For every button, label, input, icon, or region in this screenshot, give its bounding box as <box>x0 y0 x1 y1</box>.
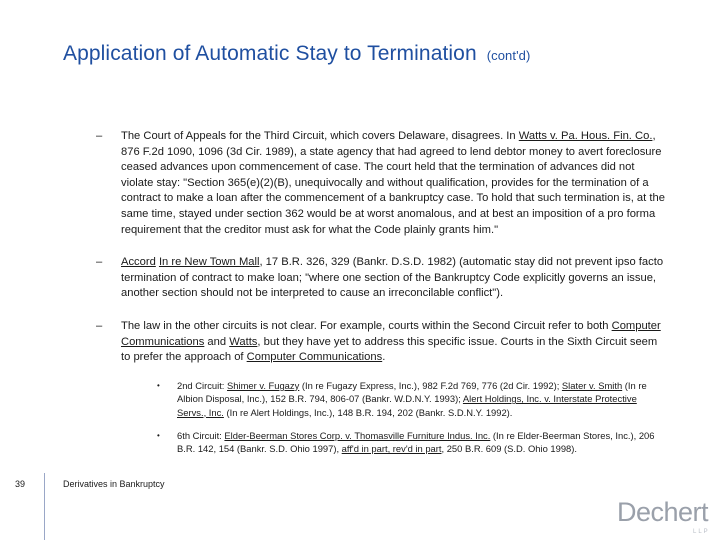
text-run: , but they have yet to address this specific issue. Courts in the Sixth Circuit seem to prefer the approach of <box>121 335 658 364</box>
case-citation: Alert Holdings, Inc. v. Interstate Protective Servs., Inc. <box>177 393 637 418</box>
slide-title <box>63 42 530 66</box>
footer-text: Derivatives in Bankruptcy <box>63 479 165 489</box>
case-citation: Computer Communications <box>121 319 661 348</box>
case-citation: Watts v. Pa. Hous. Fin. Co. <box>518 130 653 142</box>
slide-body <box>96 129 666 473</box>
text-run: The Court of Appeals for the Third Circuit, which covers Delaware, disagrees. In <box>121 130 519 142</box>
dash-bullet: – <box>96 319 103 332</box>
case-citation: Elder-Beerman Stores Corp. v. Thomasville Furniture Indus. Inc. <box>224 429 491 441</box>
case-citation: Watts <box>229 335 258 348</box>
text-run: (In re Albion Disposal, Inc.), 152 B.R. 794, 806-07 (Bankr. W.D.N.Y. 1993); <box>177 379 647 405</box>
text-run: (In re Alert Holdings, Inc.), 148 B.R. 194, 202 (Bankr. S.D.N.Y. 1992). <box>223 406 513 418</box>
case-citation: Accord <box>121 256 156 269</box>
title-main: Application of Automatic Stay to Termination <box>63 42 477 65</box>
page-number: 39 <box>15 479 26 489</box>
text-run: (In re Fugazy Express, Inc.), 982 F.2d 769, 776 (2d Cir. 1992); <box>299 379 562 391</box>
text-run: 6th Circuit: <box>177 429 225 441</box>
text-run: , 876 F.2d 1090, 1096 (3d Cir. 1989), a state agency that had agreed to lend debtor money to avert foreclosure ceased advances upon commencement of case. The court held that the termination of advances did not violate stay: "Section 365(e)(2)(B), unequivocally and without qualification, provides for the termination of a contract to make a loan after the commencement of a bankruptcy case. To hold that such termination is, at the same time, stayed under section 362 would be at worst anomalous, and at best an imposition of a pro forma requirement that the creditor must ask for what the Code plainly grants him." <box>121 130 665 236</box>
text-run: and <box>204 335 230 348</box>
case-citation: aff'd in part, rev'd in part <box>341 443 442 455</box>
text-run: . <box>382 351 386 364</box>
text-run: , 17 B.R. 326, 329 (Bankr. D.S.D. 1982) (automatic stay did not prevent ipso facto termination of contract to make loan; "where one section of the Bankruptcy Code explicitly governs an issue, another section should not be interpreted to cause an irreconcilable conflict"). <box>121 256 664 300</box>
text-run: , 250 B.R. 609 (S.D. Ohio 1998). <box>441 443 577 455</box>
dechert-logo: Dechert <box>617 497 709 527</box>
bullet-icon: • <box>157 430 160 440</box>
dechert-logo-llp: LLP <box>693 529 710 535</box>
list-item <box>96 255 666 302</box>
dash-bullet: – <box>96 256 103 269</box>
text-run: 2nd Circuit: <box>177 379 228 391</box>
bullet-icon: • <box>157 380 160 390</box>
list-item <box>96 129 666 238</box>
case-citation: Computer Communications <box>246 351 383 364</box>
footer-divider <box>44 473 45 540</box>
text-run: (In re Elder-Beerman Stores, Inc.), 206 B.R. 142, 154 (Bankr. S.D. Ohio 1997), <box>177 429 655 455</box>
sub-list-item <box>121 379 666 419</box>
list-item <box>96 319 666 456</box>
sub-list-item <box>121 429 666 456</box>
title-contd: (cont'd) <box>486 48 531 63</box>
dash-bullet: – <box>96 130 103 142</box>
case-citation: In re New Town Mall <box>158 256 260 269</box>
case-citation: Shimer v. Fugazy <box>227 379 300 391</box>
case-citation: Slater v. Smith <box>561 379 623 391</box>
text-run: The law in the other circuits is not clear. For example, courts within the Second Circuit refer to both <box>121 319 612 332</box>
